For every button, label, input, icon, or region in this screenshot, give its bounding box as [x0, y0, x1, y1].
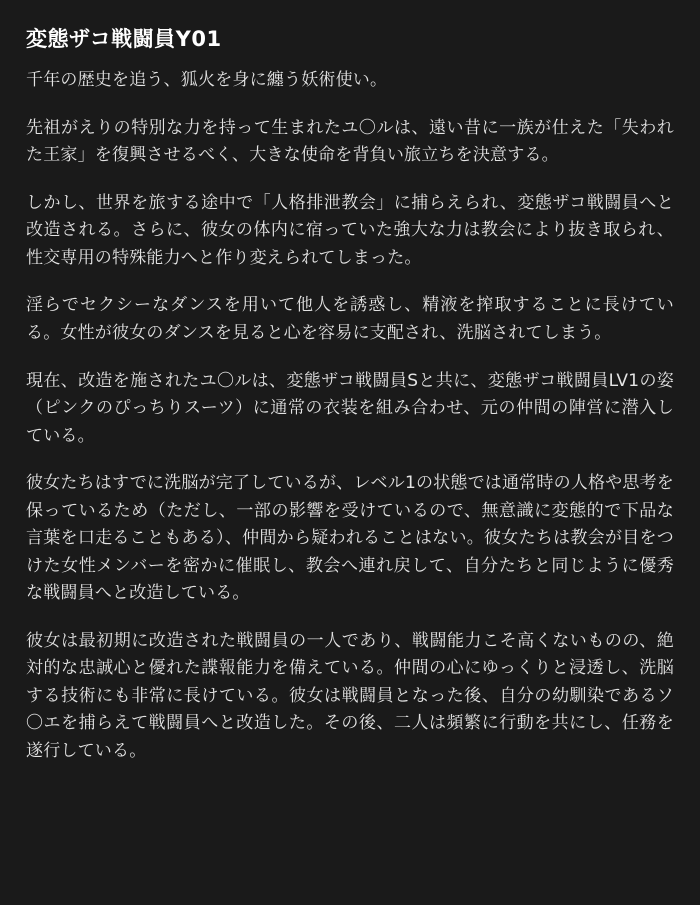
body-paragraph: しかし、世界を旅する途中で「人格排泄教会」に捕らえられ、変態ザコ戦闘員へと改造される。さらに、彼女の体内に宿っていた強大な力は教会により抜き取られ、性交専用の特殊能力へと作り変えられてしまった。 [26, 192, 674, 268]
body-paragraph: 現在、改造を施されたユ〇ルは、変態ザコ戦闘員Sと共に、変態ザコ戦闘員LV1の姿（ピンクのぴっちりスーツ）に通常の衣装を組み合わせ、元の仲間の陣営に潜入している。 [26, 370, 674, 446]
page-title: 変態ザコ戦闘員Y01 [26, 27, 222, 51]
body-paragraph: 先祖がえりの特別な力を持って生まれたユ〇ルは、遠い昔に一族が仕えた「失われた王家」を復興させるべく、大きな使命を背負い旅立ちを決意する。 [26, 117, 674, 166]
body-paragraph: 彼女は最初期に改造された戦闘員の一人であり、戦闘能力こそ高くないものの、絶対的な忠誠心と優れた諜報能力を備えている。仲間の心にゆっくりと浸透し、洗脳する技術にも非常に長けている。彼女は戦闘員となった後、自分の幼馴染であるソ〇エを捕らえて戦闘員へと改造した。その後、二人は頻繁に行動を共にし、任務を遂行している。 [26, 630, 674, 761]
body-paragraph: 淫らでセクシーなダンスを用いて他人を誘惑し、精液を搾取することに長けている。女性が彼女のダンスを見ると心を容易に支配され、洗脳されてしまう。 [26, 295, 674, 344]
body-paragraph: 千年の歴史を追う、狐火を身に纏う妖術使い。 [26, 70, 388, 91]
body-paragraph: 彼女たちはすでに洗脳が完了しているが、レベル1の状態では通常時の人格や思考を保っているため（ただし、一部の影響を受けているので、無意識に変態的で下品な言葉を口走ることもある）、仲間から疑われることはない。彼女たちは教会が目をつけた女性メンバーを密かに催眠し、教会へ連れ戻して、自分たちと同じように優秀な戦闘員へと改造している。 [26, 473, 674, 604]
